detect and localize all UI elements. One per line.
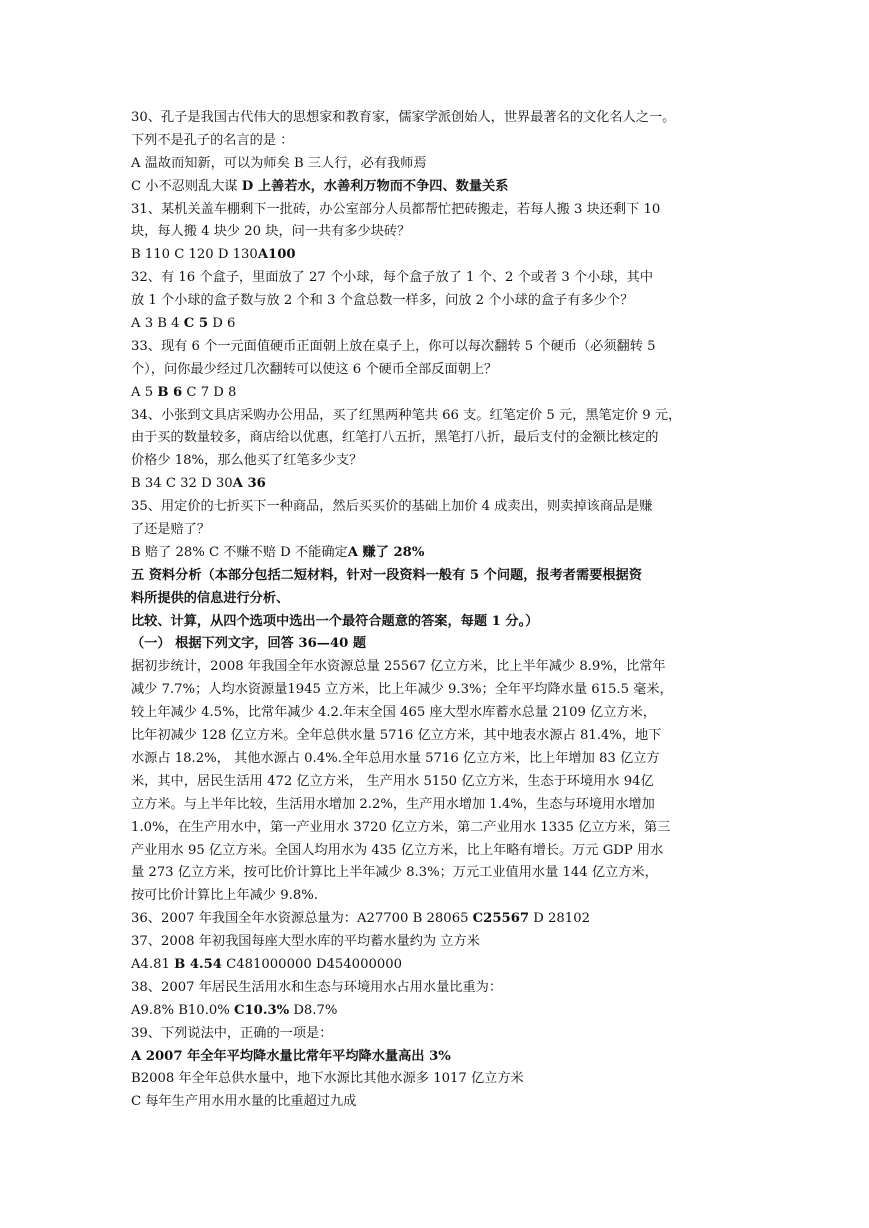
text-line: 34、小张到文具店采购办公用品，买了红黑两种笔共 66 支。红笔定价 5 元，黑笔定价 9 元，	[131, 407, 682, 423]
text-line: 30、孔子是我国古代伟大的思想家和教育家，儒家学派创始人，世界最著名的文化名人之一。	[131, 110, 676, 125]
text-line: 减少 7.7%；人均水资源量1945 立方米，比上年减少 9.3%；全年平均降水量 615.5 毫米，	[131, 682, 673, 698]
bold-answer: 比较、计算，从四个选项中选出一个最符合题意的答案，每题 1 分。）	[131, 613, 539, 629]
text-line: 39、下列说法中，正确的一项是：	[131, 1025, 333, 1041]
bold-answer: B 4.54	[174, 956, 222, 972]
text-line	[131, 954, 751, 977]
text-segment: A9.8% B10.0%	[131, 1002, 234, 1018]
text-line	[131, 908, 751, 931]
text-line	[131, 244, 751, 267]
text-line: 37、2008 年初我国每座大型水库的平均蓄水量约为 立方米	[131, 934, 480, 950]
text-segment: A4.81	[131, 956, 175, 972]
text-segment: A 5	[131, 384, 158, 400]
text-line: 放 1 个小球的盒子数与放 2 个和 3 个盒总数一样多，问放 2 个小球的盒子有多少个？	[131, 293, 634, 309]
text-segment: D 28102	[529, 911, 590, 927]
text-line: 米，其中，居民生活用 472 亿立方米， 生产用水 5150 亿立方米，生态于环境用水 94亿	[131, 773, 654, 789]
bold-answer: C10.3%	[234, 1002, 290, 1018]
document-body	[131, 107, 751, 1114]
text-line	[131, 473, 751, 496]
text-line: 据初步统计，2008 年我国全年水资源总量 25567 亿立方米，比上半年减少 8.9%，比常年	[131, 659, 666, 675]
text-segment: D8.7%	[289, 1002, 338, 1018]
text-line	[131, 633, 751, 656]
text-line: 32、有 16 个盒子，里面放了 27 个小球，每个盒子放了 1 个、2 个或者 3 个小球，其中	[131, 270, 654, 286]
text-line: 量 273 亿立方米，按可比价计算比上半年减少 8.3%；万元工业值用水量 144 亿立方米，	[131, 865, 658, 881]
text-line: 由于买的数量较多，商店给以优惠，红笔打八五折，黑笔打八折，最后支付的金额比核定的	[131, 430, 659, 446]
text-line	[131, 176, 751, 199]
text-segment: B 34 C 32 D 30	[131, 476, 233, 492]
text-line	[131, 565, 751, 588]
text-line: 下列不是孔子的名言的是 ：	[131, 132, 294, 148]
text-line: 立方米。与上半年比较，生活用水增加 2.2%，生产用水增加 1.4%，生态与环境用水增加	[131, 796, 655, 812]
text-line	[131, 542, 751, 565]
text-segment: D 6	[208, 316, 236, 332]
text-line: 比年初减少 128 亿立方米。全年总供水量 5716 亿立方米，其中地表水源占 81.4%，地下	[131, 728, 662, 744]
text-line: 水源占 18.2%， 其他水源占 0.4%.全年总用水量 5716 亿立方米，比上年增加 83 亿立方	[131, 750, 660, 766]
text-segment: C 小不忍则乱大谋	[131, 178, 242, 194]
text-line: 1.0%，在生产用水中，第一产业用水 3720 亿立方米，第二产业用水 1335 亿立方米，第三	[131, 819, 671, 835]
text-segment: 36、2007 年我国全年水资源总量为：A27700 B 28065	[131, 911, 473, 927]
text-line: 价格少 18%，那么他买了红笔多少支？	[131, 453, 363, 469]
bold-answer: 料所提供的信息进行分析、	[131, 590, 290, 606]
text-line: 了还是赔了？	[131, 522, 211, 538]
bold-answer: A 赚了 28%	[347, 544, 425, 560]
text-line: C 每年生产用水用水量的比重超过九成	[131, 1094, 357, 1110]
text-line: 35、用定价的七折买下一种商品，然后买买价的基础上加价 4 成卖出，则卖掉该商品是赚	[131, 499, 653, 515]
bold-answer: A 2007 年全年平均降水量比常年平均降水量高出 3%	[131, 1048, 451, 1064]
bold-answer: 五 资料分析（本部分包括二短材料，针对一段资料一般有 5 个问题，报考者需要根据资	[131, 567, 642, 583]
text-line: 按可比价计算比上年减少 9.8%.	[131, 888, 318, 904]
text-line: A 温故而知新，可以为师矣 B 三人行，必有我师焉	[131, 155, 427, 171]
text-segment: A 3 B 4	[131, 316, 184, 332]
bold-answer: C 5	[183, 316, 209, 332]
text-line: 33、现有 6 个一元面值硬币正面朝上放在桌子上，你可以每次翻转 5 个硬币（必须翻转 5	[131, 338, 656, 354]
text-segment: B 110 C 120 D 130	[131, 247, 258, 263]
bold-answer: B 6	[157, 384, 183, 400]
bold-answer: D 上善若水，水善利万物而不争四、数量关系	[241, 178, 509, 194]
text-line: 31、某机关盖车棚剩下一批砖，办公室部分人员都帮忙把砖搬走，若每人搬 3 块还剩下 10	[131, 201, 661, 217]
text-line: 较上年减少 4.5%，比常年减少 4.2.年末全国 465 座大型水库蓄水总量 2109 亿立方米，	[131, 705, 656, 721]
text-line	[131, 588, 751, 611]
bold-answer: （一） 根据下列文字，回答 36—40 题	[131, 636, 367, 652]
text-line: 块，每人搬 4 块少 20 块，问一共有多少块砖？	[131, 224, 411, 240]
text-line	[131, 1000, 751, 1023]
text-line	[131, 611, 751, 634]
text-line	[131, 1046, 751, 1069]
text-segment: B 赔了 28% C 不赚不赔 D 不能确定	[131, 544, 348, 560]
text-segment: C 7 D 8	[182, 384, 237, 400]
text-line: 38、2007 年居民生活用水和生态与环境用水占用水量比重为：	[131, 979, 503, 995]
text-line: 个），问你最少经过几次翻转可以使这 6 个硬币全部反面朝上？	[131, 361, 498, 377]
text-segment: C481000000 D454000000	[221, 956, 403, 972]
text-line	[131, 382, 751, 405]
bold-answer: A100	[257, 247, 296, 263]
bold-answer: A 36	[232, 476, 266, 492]
text-line: B2008 年全年总供水量中，地下水源比其他水源多 1017 亿立方米	[131, 1071, 524, 1087]
text-line	[131, 313, 751, 336]
bold-answer: C25567	[472, 911, 530, 927]
text-line: 产业用水 95 亿立方米。全国人均用水为 435 亿立方米，比上年略有增长。万元 GDP 用水	[131, 842, 664, 858]
